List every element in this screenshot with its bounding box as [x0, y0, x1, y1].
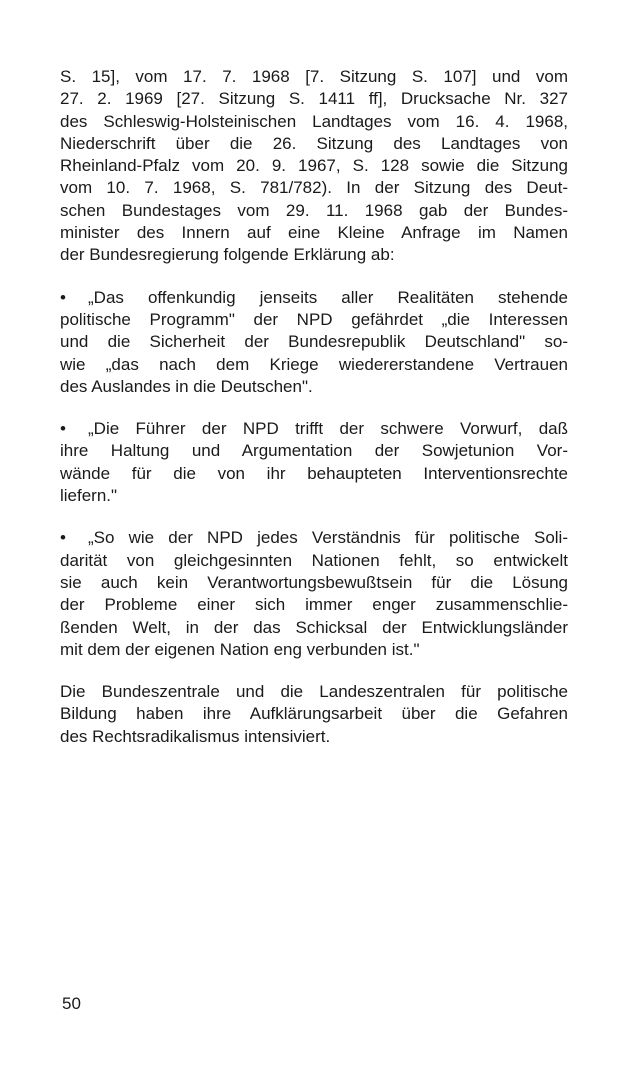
text-line: 27. 2. 1969 [27. Sitzung S. 1411 ff], Drucksache Nr. 327 — [60, 89, 568, 109]
text-line: wände für die von ihr behaupteten Interventionsrechte — [60, 463, 568, 483]
bullet-marker: • — [60, 419, 66, 439]
text-line: politische Programm" der NPD gefährdet „die Interessen — [60, 309, 568, 329]
bullet-marker: • — [60, 528, 66, 548]
text-line: • „Das offenkundig jenseits aller Realitäten stehende — [60, 287, 568, 309]
page-body — [60, 66, 568, 748]
bullet-quote-3 — [60, 527, 568, 661]
text-line: • „Die Führer der NPD trifft der schwere Vorwurf, daß — [60, 418, 568, 440]
text-line: Bildung haben ihre Aufklärungsarbeit über die Gefahren — [60, 704, 568, 724]
text-line: • „So wie der NPD jedes Verständnis für politische Soli- — [60, 527, 568, 549]
intro-paragraph — [60, 66, 568, 267]
text-line: mit dem der eigenen Nation eng verbunden ist." — [60, 639, 420, 659]
closing-paragraph — [60, 681, 568, 748]
text-line: sie auch kein Verantwortungsbewußtsein für die Lösung — [60, 572, 568, 592]
text-line: Rheinland-Pfalz vom 20. 9. 1967, S. 128 sowie die Sitzung — [60, 156, 568, 176]
text-line: ihre Haltung und Argumentation der Sowjetunion Vor- — [60, 441, 568, 461]
bullet-marker: • — [60, 287, 66, 307]
text-line: minister des Innern auf eine Kleine Anfrage im Namen — [60, 223, 568, 243]
text-line: Niederschrift über die 26. Sitzung des Landtages von — [60, 133, 568, 153]
bullet-quote-1 — [60, 287, 568, 398]
page-number: 50 — [62, 994, 81, 1013]
text-line: und die Sicherheit der Bundesrepublik Deutschland" so- — [60, 332, 568, 352]
text-line: Die Bundeszentrale und die Landeszentralen für politische — [60, 682, 568, 702]
bullet-quote-2 — [60, 418, 568, 507]
text-line: des Schleswig-Holsteinischen Landtages vom 16. 4. 1968, — [60, 111, 568, 131]
text-line: S. 15], vom 17. 7. 1968 [7. Sitzung S. 107] und vom — [60, 67, 568, 86]
text-line: ßenden Welt, in der das Schicksal der Entwicklungsländer — [60, 617, 568, 637]
text-line: der Probleme einer sich immer enger zusammenschlie- — [60, 595, 568, 615]
text-line: liefern." — [60, 486, 118, 506]
text-line: der Bundesregierung folgende Erklärung ab: — [60, 245, 395, 265]
text-line: vom 10. 7. 1968, S. 781/782). In der Sitzung des Deut- — [60, 178, 568, 198]
text-line: des Auslandes in die Deutschen". — [60, 376, 313, 396]
text-line: schen Bundestages vom 29. 11. 1968 gab der Bundes- — [60, 200, 568, 220]
text-line: wie „das nach dem Kriege wiedererstandene Vertrauen — [60, 354, 568, 374]
text-line: des Rechtsradikalismus intensiviert. — [60, 726, 331, 746]
text-line: darität von gleichgesinnten Nationen fehlt, so entwickelt — [60, 550, 568, 570]
